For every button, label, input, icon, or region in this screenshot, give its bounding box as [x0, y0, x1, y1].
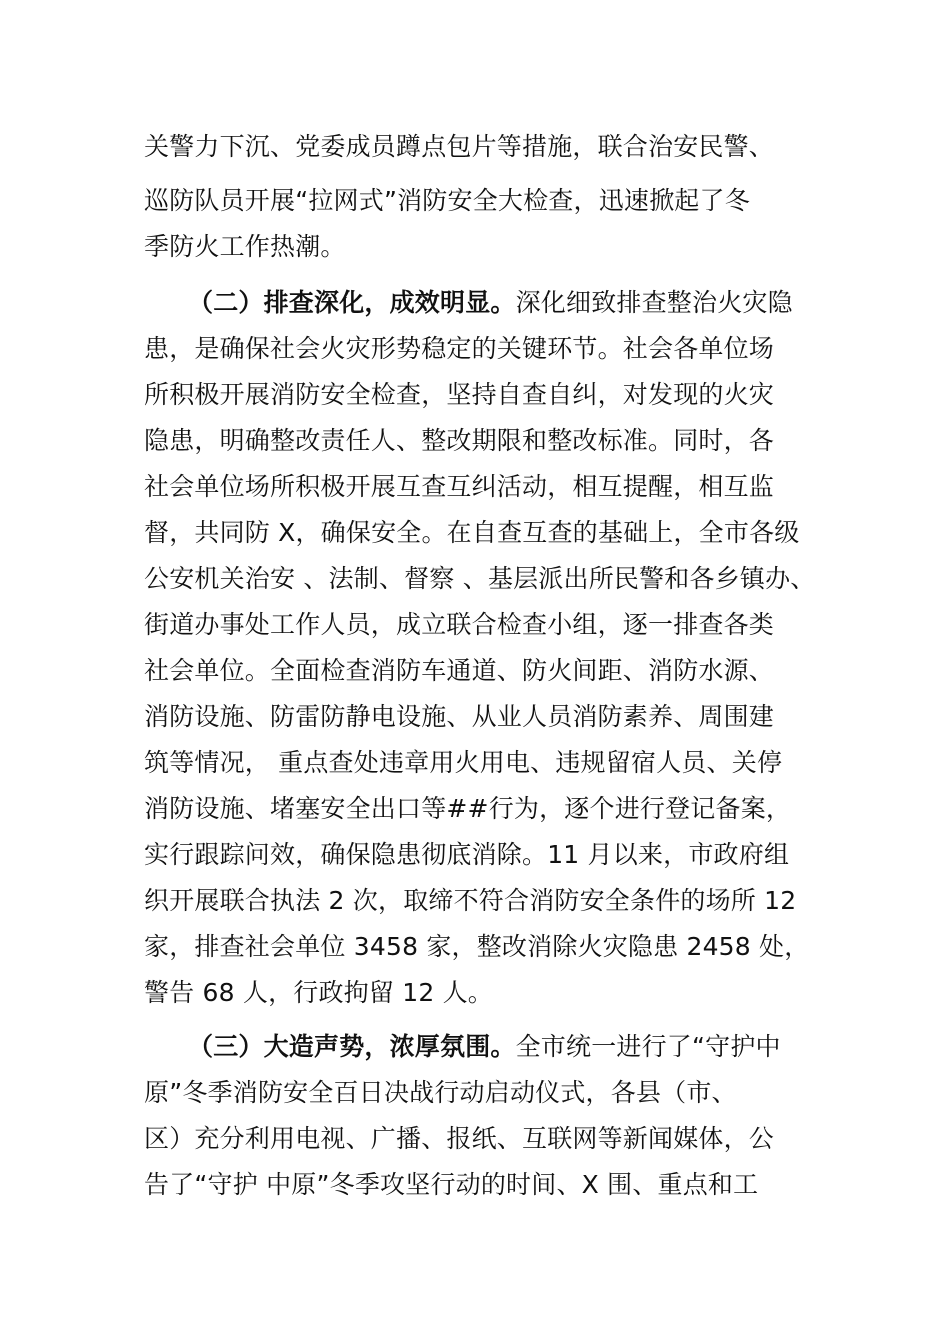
text-line-2: 巡防队员开展“拉网式”消防安全大检查，迅速掀起了冬	[144, 186, 750, 215]
text-line-16: 实行跟踪问效，确保隐患彻底消除。11 月以来，市政府组	[144, 840, 790, 869]
paragraph-3-lead-text: 全市统一进行了“守护中	[515, 1032, 781, 1061]
text-line-3: 季防火工作热潮。	[144, 232, 346, 261]
text-line-14: 筑等情况， 重点查处违章用火用电、违规留宿人员、关停	[144, 748, 783, 777]
text-line-22: 区）充分利用电视、广播、报纸、互联网等新闻媒体，公	[144, 1124, 775, 1153]
paragraph-3-heading: （三）大造声势，浓厚氛围。	[188, 1032, 516, 1061]
text-line-19: 警告 68 人，行政拘留 12 人。	[144, 978, 494, 1007]
text-line-6: 所积极开展消防安全检查，坚持自查自纠，对发现的火灾	[144, 380, 775, 409]
text-line-17: 织开展联合执法 2 次，取缔不符合消防安全条件的场所 12	[144, 886, 797, 915]
text-line-21: 原”冬季消防安全百日决战行动启动仪式，各县（市、	[144, 1078, 737, 1107]
text-line-15: 消防设施、堵塞安全出口等##行为，逐个进行登记备案，	[144, 794, 792, 823]
text-line-11: 街道办事处工作人员，成立联合检查小组，逐一排查各类	[144, 610, 775, 639]
text-line-9: 督，共同防 X，确保安全。在自查互查的基础上，全市各级	[144, 518, 800, 547]
paragraph-2-first-line	[188, 280, 793, 326]
text-line-5	[144, 326, 774, 372]
paragraph-2-heading: （二）排查深化，成效明显。	[188, 288, 516, 317]
paragraph-3-first-line	[188, 1024, 781, 1070]
paragraph-2-line2-prefix: 患，	[144, 334, 195, 363]
text-line-10: 公安机关治安 、法制、督察 、基层派出所民警和各乡镇办、	[144, 564, 816, 593]
text-line-18: 家，排查社会单位 3458 家，整改消除火灾隐患 2458 处，	[144, 932, 810, 961]
text-line-7: 隐患，明确整改责任人、整改期限和整改标准。同时，各	[144, 426, 775, 455]
text-line-1: 关警力下沉、党委成员蹲点包片等措施，联合治安民警、	[144, 132, 775, 161]
text-line-8: 社会单位场所积极开展互查互纠活动，相互提醒，相互监	[144, 472, 775, 501]
text-line-12: 社会单位。全面检查消防车通道、防火间距、消防水源、	[144, 656, 775, 685]
text-line-13: 消防设施、防雷防静电设施、从业人员消防素养、周围建	[144, 702, 775, 731]
paragraph-2-line2-text: 是确保社会火灾形势稳定的关键环节。社会各单位场	[194, 334, 775, 363]
paragraph-2-lead-text: 深化细致排查整治火灾隐	[515, 288, 793, 317]
text-line-23: 告了“守护 中原”冬季攻坚行动的时间、X 围、重点和工	[144, 1170, 759, 1199]
